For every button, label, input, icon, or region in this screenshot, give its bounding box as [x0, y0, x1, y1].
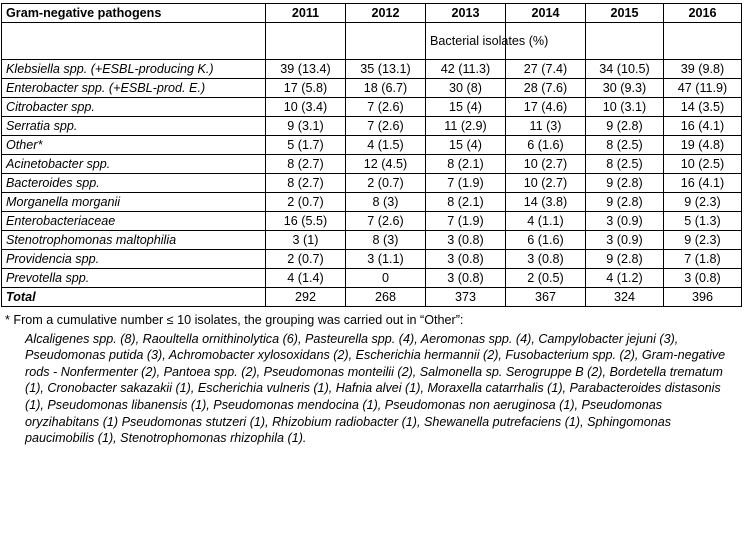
empty-cell — [2, 23, 266, 60]
isolate-count: 2 (0.7) — [266, 250, 346, 269]
header-year: 2011 — [266, 4, 346, 23]
isolate-count: 7 (2.6) — [346, 212, 426, 231]
isolate-count: 8 (2.7) — [266, 155, 346, 174]
isolate-count: 18 (6.7) — [346, 79, 426, 98]
isolate-count: 8 (2.5) — [586, 155, 664, 174]
isolate-count: 34 (10.5) — [586, 60, 664, 79]
total-value: 367 — [506, 288, 586, 307]
isolate-count: 7 (1.8) — [664, 250, 742, 269]
isolate-count: 47 (11.9) — [664, 79, 742, 98]
pathogen-table — [1, 3, 742, 307]
isolate-count: 28 (7.6) — [506, 79, 586, 98]
total-value: 268 — [346, 288, 426, 307]
isolate-count: 8 (2.5) — [586, 136, 664, 155]
isolate-count: 10 (3.1) — [586, 98, 664, 117]
isolate-count: 4 (1.1) — [506, 212, 586, 231]
table-row — [2, 212, 742, 231]
header-year: 2013 — [426, 4, 506, 23]
isolate-count: 9 (2.3) — [664, 231, 742, 250]
empty-cell — [346, 23, 426, 60]
pathogen-name: Serratia spp. — [2, 117, 266, 136]
isolate-count: 15 (4) — [426, 136, 506, 155]
table-row — [2, 193, 742, 212]
isolate-count: 9 (2.8) — [586, 250, 664, 269]
isolate-count: 10 (2.7) — [506, 155, 586, 174]
isolate-count: 16 (4.1) — [664, 117, 742, 136]
total-value: 292 — [266, 288, 346, 307]
isolate-count: 3 (0.8) — [426, 269, 506, 288]
table-row — [2, 79, 742, 98]
isolate-count: 3 (0.9) — [586, 231, 664, 250]
pathogen-name: Citrobacter spp. — [2, 98, 266, 117]
total-value: 396 — [664, 288, 742, 307]
isolate-count: 8 (2.1) — [426, 193, 506, 212]
isolate-count: 12 (4.5) — [346, 155, 426, 174]
footnote: * From a cumulative number ≤ 10 isolates, the grouping was carried out in “Other”: — [5, 313, 464, 327]
empty-cell — [664, 23, 742, 60]
isolate-count: 11 (2.9) — [426, 117, 506, 136]
header-year: 2015 — [586, 4, 664, 23]
isolate-count: 9 (2.8) — [586, 117, 664, 136]
isolate-count: 7 (2.6) — [346, 117, 426, 136]
unit-row — [2, 23, 742, 60]
pathogen-name: Enterobacter spp. (+ESBL-prod. E.) — [2, 79, 266, 98]
table-row — [2, 231, 742, 250]
total-row — [2, 288, 742, 307]
total-value: 373 — [426, 288, 506, 307]
isolate-count: 7 (1.9) — [426, 212, 506, 231]
isolate-count: 8 (2.1) — [426, 155, 506, 174]
isolate-count: 14 (3.5) — [664, 98, 742, 117]
isolate-count: 2 (0.5) — [506, 269, 586, 288]
isolate-count: 9 (2.8) — [586, 193, 664, 212]
table-row — [2, 136, 742, 155]
isolate-count: 3 (1) — [266, 231, 346, 250]
isolate-count: 4 (1.5) — [346, 136, 426, 155]
isolate-count: 2 (0.7) — [346, 174, 426, 193]
pathogen-name: Acinetobacter spp. — [2, 155, 266, 174]
isolate-count: 8 (3) — [346, 193, 426, 212]
isolate-count: 3 (0.8) — [664, 269, 742, 288]
pathogen-name: Klebsiella spp. (+ESBL-producing K.) — [2, 60, 266, 79]
isolate-count: 30 (8) — [426, 79, 506, 98]
isolate-count: 3 (0.8) — [426, 250, 506, 269]
header-year: 2012 — [346, 4, 426, 23]
isolate-count: 39 (13.4) — [266, 60, 346, 79]
isolate-count: 14 (3.8) — [506, 193, 586, 212]
header-year: 2016 — [664, 4, 742, 23]
header-year: 2014 — [506, 4, 586, 23]
isolate-count: 30 (9.3) — [586, 79, 664, 98]
table-row — [2, 117, 742, 136]
header-pathogens: Gram-negative pathogens — [2, 4, 266, 23]
table-row — [2, 174, 742, 193]
isolate-count: 35 (13.1) — [346, 60, 426, 79]
isolate-count: 17 (5.8) — [266, 79, 346, 98]
isolate-count: 6 (1.6) — [506, 136, 586, 155]
other-organisms-list: Alcaligenes spp. (8), Raoultella ornithinolytica (6), Pasteurella spp. (4), Aeromonas spp. (4), Campylobacter jejuni (3), Pseudomonas putida (3), Achromobacter xylosoxidans (2), Escherichia hermannii (2), Fusobacterium spp. (2), Gram-negative rods - Nonfermenter (2), Pantoea spp. (2), Pseudomonas monteilii (2), Salmonella sp. Serogruppe B (2), Bordetella trematum (1), Cronobacter sakazakii (1), Escherichia vulneris (1), Hafnia alvei (1), Moraxella catarrhalis (1), Parabacteroides distasonis (1), Pseudomonas libanensis (1), Pseudomonas mendocina (1), Pseudomonas non aeruginosa (1), Pseudomonas oryzihabitans (1) Pseudomonas stutzeri (1), Rhizobium radiobacter (1), Shewanella putrefaciens (1), Sphingomonas paucimobilis (1), Stenotrophomonas rhizophila (1). — [25, 331, 726, 446]
isolate-count: 5 (1.3) — [664, 212, 742, 231]
isolate-count: 5 (1.7) — [266, 136, 346, 155]
header-row — [2, 4, 742, 23]
isolate-count: 17 (4.6) — [506, 98, 586, 117]
table-row — [2, 155, 742, 174]
isolate-count: 9 (2.8) — [586, 174, 664, 193]
isolate-count: 15 (4) — [426, 98, 506, 117]
empty-cell — [266, 23, 346, 60]
isolate-count: 8 (3) — [346, 231, 426, 250]
isolate-count: 2 (0.7) — [266, 193, 346, 212]
total-value: 324 — [586, 288, 664, 307]
isolate-count: 27 (7.4) — [506, 60, 586, 79]
isolate-count: 9 (2.3) — [664, 193, 742, 212]
isolate-count: 11 (3) — [506, 117, 586, 136]
total-label: Total — [2, 288, 266, 307]
isolate-count: 4 (1.2) — [586, 269, 664, 288]
isolate-count: 4 (1.4) — [266, 269, 346, 288]
table-row — [2, 60, 742, 79]
isolate-count: 16 (5.5) — [266, 212, 346, 231]
isolate-count: 39 (9.8) — [664, 60, 742, 79]
pathogen-name: Stenotrophomonas maltophilia — [2, 231, 266, 250]
pathogen-name: Morganella morganii — [2, 193, 266, 212]
isolate-count: 3 (0.8) — [506, 250, 586, 269]
table-row — [2, 98, 742, 117]
table-row — [2, 250, 742, 269]
empty-cell — [586, 23, 664, 60]
isolate-count: 3 (0.8) — [426, 231, 506, 250]
pathogen-name: Bacteroides spp. — [2, 174, 266, 193]
isolate-count: 3 (1.1) — [346, 250, 426, 269]
pathogen-name: Enterobacteriaceae — [2, 212, 266, 231]
isolate-count: 10 (2.5) — [664, 155, 742, 174]
isolate-count: 9 (3.1) — [266, 117, 346, 136]
isolate-count: 6 (1.6) — [506, 231, 586, 250]
pathogen-name: Providencia spp. — [2, 250, 266, 269]
isolate-count: 7 (1.9) — [426, 174, 506, 193]
pathogen-name: Prevotella spp. — [2, 269, 266, 288]
unit-label: Bacterial isolates (%) — [426, 23, 506, 60]
isolate-count: 10 (2.7) — [506, 174, 586, 193]
isolate-count: 19 (4.8) — [664, 136, 742, 155]
isolate-count: 16 (4.1) — [664, 174, 742, 193]
isolate-count: 10 (3.4) — [266, 98, 346, 117]
isolate-count: 7 (2.6) — [346, 98, 426, 117]
isolate-count: 0 — [346, 269, 426, 288]
isolate-count: 8 (2.7) — [266, 174, 346, 193]
isolate-count: 3 (0.9) — [586, 212, 664, 231]
isolate-count: 42 (11.3) — [426, 60, 506, 79]
table-row — [2, 269, 742, 288]
pathogen-name: Other* — [2, 136, 266, 155]
